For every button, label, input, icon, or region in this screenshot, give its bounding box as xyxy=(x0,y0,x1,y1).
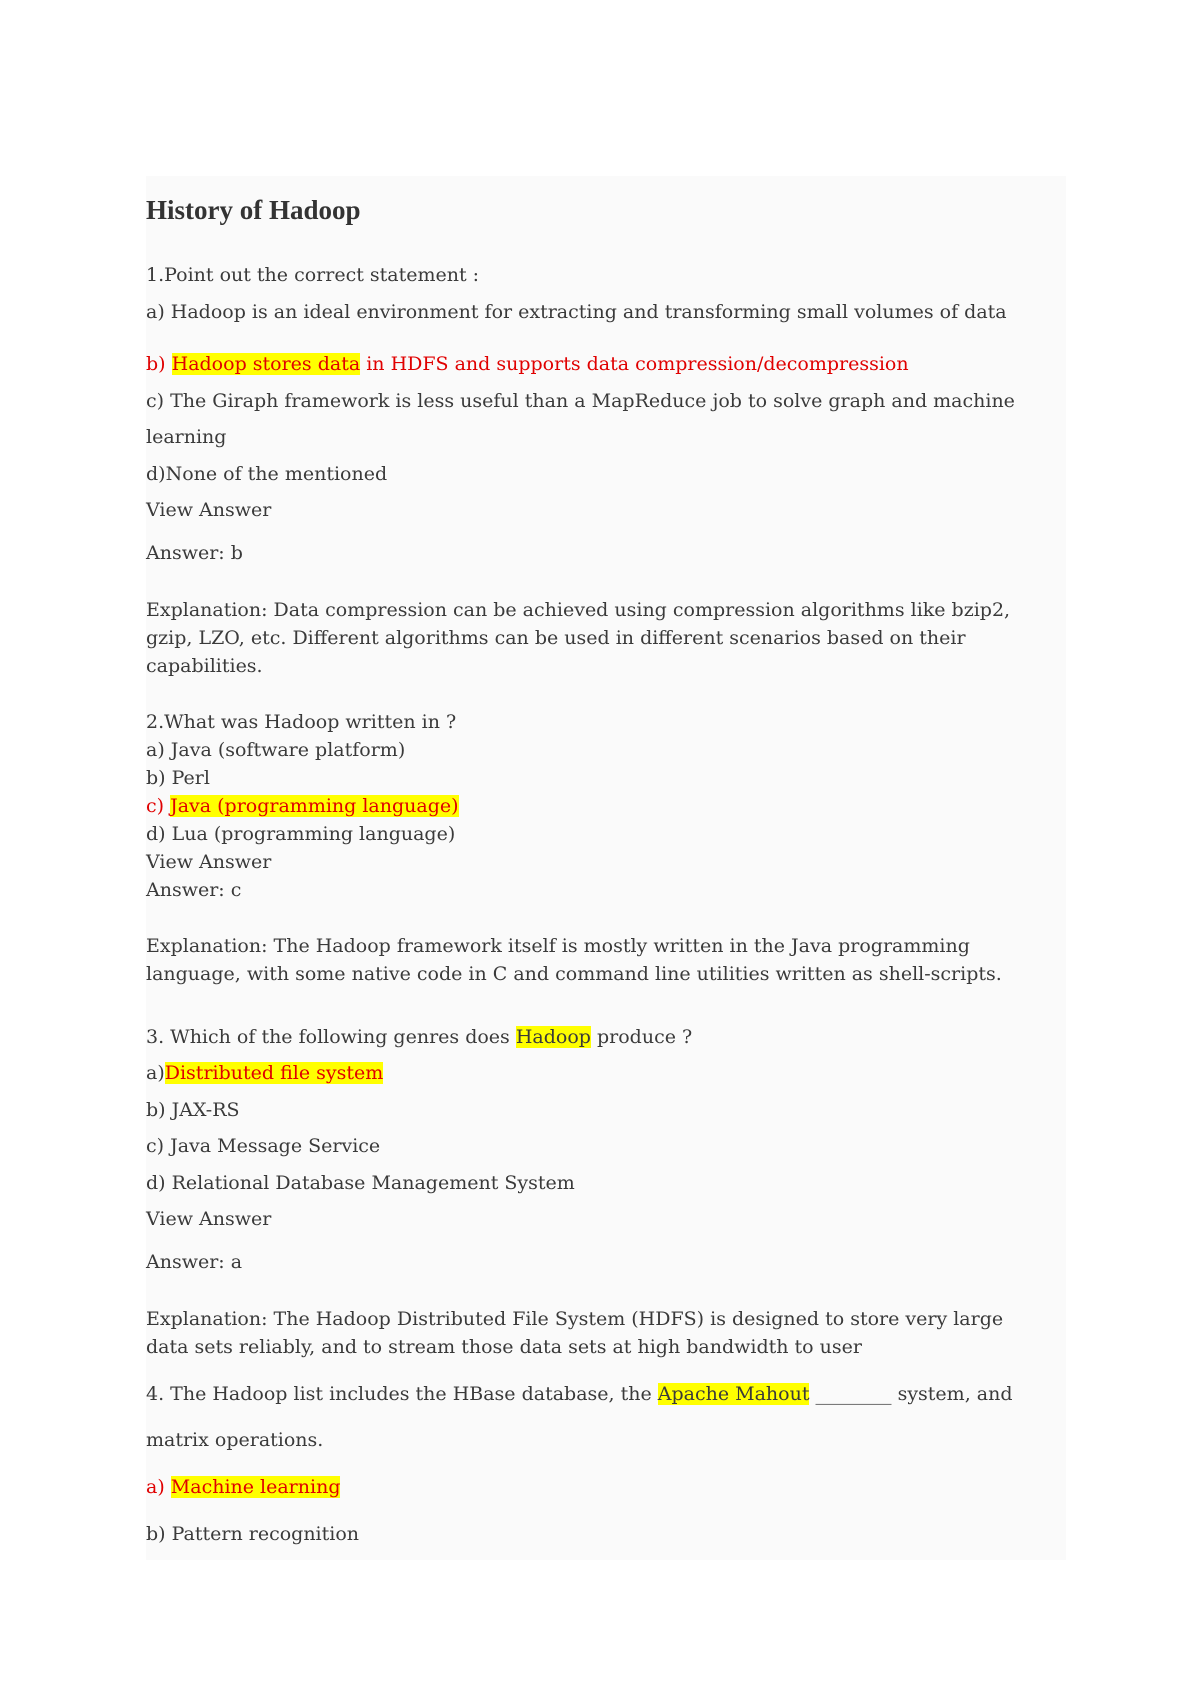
q3-option-c: c) Java Message Service xyxy=(146,1135,381,1157)
q1-view-answer[interactable]: View Answer xyxy=(146,499,272,521)
q3-option-b: b) JAX-RS xyxy=(146,1099,240,1121)
q4-option-a-prefix: a) xyxy=(146,1476,171,1498)
q1-option-b xyxy=(146,352,909,376)
q1-option-c-cont: learning xyxy=(146,426,227,448)
q3-answer: Answer: a xyxy=(146,1251,243,1273)
q1-option-b-highlight: Hadoop stores data xyxy=(171,353,361,375)
q4-option-a-highlight: Machine learning xyxy=(170,1476,341,1498)
q1-option-c: c) The Giraph framework is less useful than a MapReduce job to solve graph and machine xyxy=(146,390,1015,412)
q1-explanation-2: gzip, LZO, etc. Different algorithms can be used in different scenarios based on their xyxy=(146,627,966,649)
q1-option-b-rest: in HDFS and supports data compression/decompression xyxy=(360,353,909,375)
q1-option-b-prefix: b) xyxy=(146,353,172,375)
q4-question-post: ________ system, and xyxy=(809,1383,1013,1405)
q3-question-post: produce ? xyxy=(590,1026,693,1048)
q3-option-a xyxy=(146,1061,383,1085)
q3-option-d: d) Relational Database Management System xyxy=(146,1172,575,1194)
q2-question: 2.What was Hadoop written in ? xyxy=(146,711,457,733)
q4-question-highlight: Apache Mahout xyxy=(657,1383,810,1405)
q2-explanation-1: Explanation: The Hadoop framework itself is mostly written in the Java programming xyxy=(146,935,970,957)
q4-question xyxy=(146,1382,1013,1406)
q2-option-d: d) Lua (programming language) xyxy=(146,823,456,845)
q3-question-pre: 3. Which of the following genres does xyxy=(146,1026,516,1048)
q2-option-a: a) Java (software platform) xyxy=(146,739,406,761)
q2-explanation-2: language, with some native code in C and command line utilities written as shell-scripts. xyxy=(146,963,1002,985)
q1-explanation-3: capabilities. xyxy=(146,655,263,677)
q4-option-b: b) Pattern recognition xyxy=(146,1523,360,1545)
q1-answer: Answer: b xyxy=(146,542,243,564)
q3-question xyxy=(146,1025,692,1049)
q3-view-answer[interactable]: View Answer xyxy=(146,1208,272,1230)
q3-option-a-prefix: a) xyxy=(146,1062,165,1084)
q1-explanation-1: Explanation: Data compression can be achieved using compression algorithms like bzip2, xyxy=(146,599,1011,621)
q3-option-a-highlight: Distributed file system xyxy=(164,1062,384,1084)
q3-question-highlight: Hadoop xyxy=(515,1026,591,1048)
q2-view-answer[interactable]: View Answer xyxy=(146,851,272,873)
q2-option-b: b) Perl xyxy=(146,767,210,789)
page-title: History of Hadoop xyxy=(146,195,361,225)
q2-option-c-highlight: Java (programming language) xyxy=(170,795,459,817)
q4-question-cont: matrix operations. xyxy=(146,1429,324,1451)
q4-question-pre: 4. The Hadoop list includes the HBase database, the xyxy=(146,1383,658,1405)
q2-option-c xyxy=(146,794,459,818)
q2-answer: Answer: c xyxy=(146,879,242,901)
q4-option-a xyxy=(146,1475,340,1499)
q1-question: 1.Point out the correct statement : xyxy=(146,264,480,286)
q3-explanation-2: data sets reliably, and to stream those data sets at high bandwidth to user xyxy=(146,1336,862,1358)
q1-option-a: a) Hadoop is an ideal environment for extracting and transforming small volumes of data xyxy=(146,301,1007,323)
q1-option-d: d)None of the mentioned xyxy=(146,463,388,485)
q2-option-c-prefix: c) xyxy=(146,795,171,817)
q3-explanation-1: Explanation: The Hadoop Distributed File System (HDFS) is designed to store very large xyxy=(146,1308,1004,1330)
